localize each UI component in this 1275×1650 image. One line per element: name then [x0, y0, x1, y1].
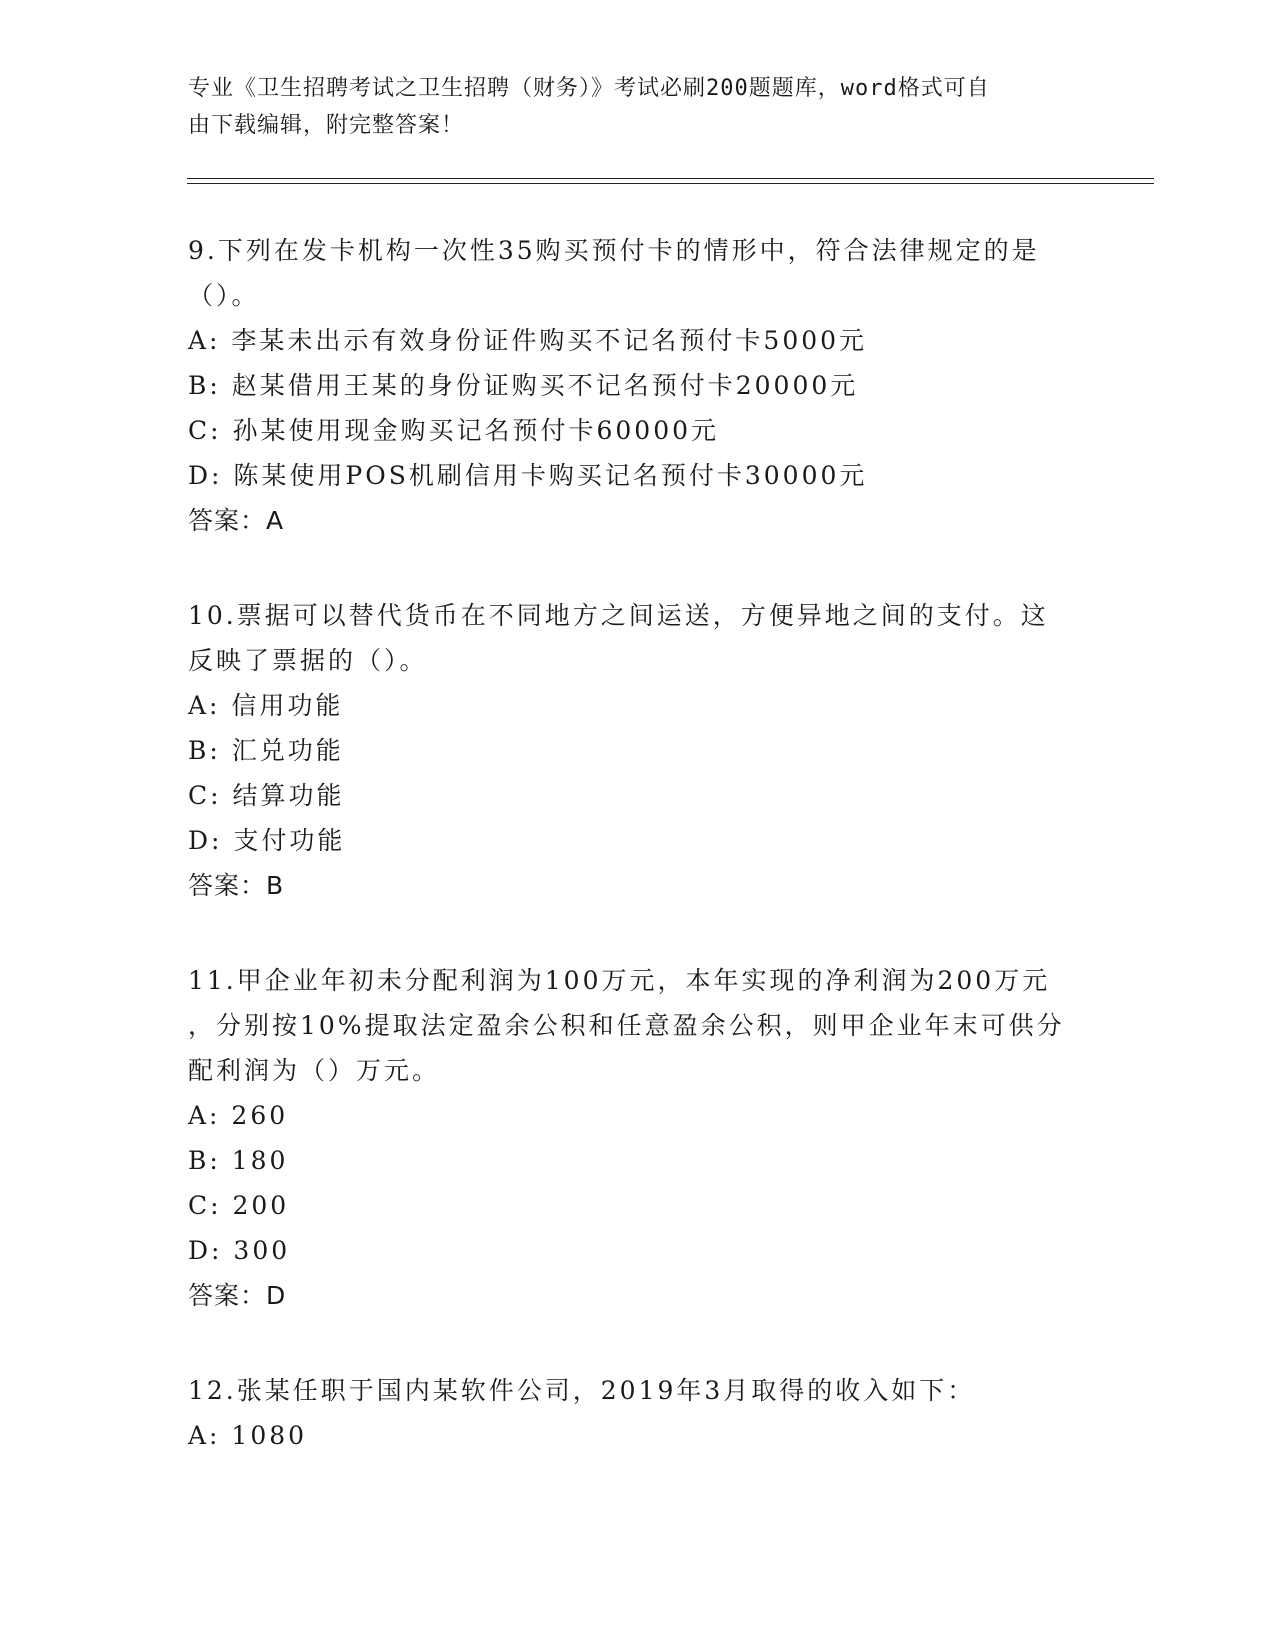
question-stem-line: 11.甲企业年初未分配利润为100万元，本年实现的净利润为200万元 [188, 966, 1051, 995]
question-9 [188, 228, 1088, 543]
answer: 答案：B [188, 871, 285, 900]
question-stem-line: 12.张某任职于国内某软件公司，2019年3月取得的收入如下： [188, 1376, 976, 1405]
question-stem-line: 反映了票据的（）。 [188, 646, 428, 675]
question-spacer [188, 908, 1088, 958]
question-stem-line: （）。 [188, 281, 260, 310]
answer: 答案：D [188, 1281, 287, 1310]
option-d: D: 300 [188, 1236, 291, 1265]
option-c: C: 孙某使用现金购买记名预付卡60000元 [188, 416, 720, 445]
option-b: B: 汇兑功能 [188, 736, 344, 765]
option-a: A: 1080 [188, 1421, 308, 1450]
question-12 [188, 1368, 1088, 1458]
header-divider-top [187, 178, 1154, 179]
option-a: A: 信用功能 [188, 691, 344, 720]
option-d: D: 支付功能 [188, 826, 346, 855]
header-line-2: 由下载编辑，附完整答案！ [188, 113, 465, 138]
option-d: D: 陈某使用POS机刷信用卡购买记名预付卡30000元 [188, 461, 868, 490]
question-stem-line: 配利润为（）万元。 [188, 1056, 441, 1085]
header-line-1: 专业《卫生招聘考试之卫生招聘（财务）》考试必刷200题题库，word格式可自 [188, 76, 990, 101]
option-b: B: 180 [188, 1146, 289, 1175]
document-header [188, 70, 1088, 144]
question-spacer [188, 543, 1088, 593]
question-list [188, 228, 1088, 1458]
option-a: A: 260 [188, 1101, 289, 1130]
question-10 [188, 593, 1088, 908]
option-c: C: 200 [188, 1191, 290, 1220]
answer: 答案：A [188, 506, 285, 535]
option-b: B: 赵某借用王某的身份证购买不记名预付卡20000元 [188, 371, 859, 400]
option-c: C: 结算功能 [188, 781, 345, 810]
header-divider-bottom [187, 183, 1154, 184]
question-11 [188, 958, 1088, 1318]
question-stem-line: 9.下列在发卡机构一次性35购买预付卡的情形中，符合法律规定的是 [188, 236, 1040, 265]
question-stem-line: ，分别按10%提取法定盈余公积和任意盈余公积，则甲企业年末可供分 [188, 1011, 1065, 1040]
option-a: A: 李某未出示有效身份证件购买不记名预付卡5000元 [188, 326, 868, 355]
question-stem-line: 10.票据可以替代货币在不同地方之间运送，方便异地之间的支付。这 [188, 601, 1049, 630]
question-spacer [188, 1318, 1088, 1368]
